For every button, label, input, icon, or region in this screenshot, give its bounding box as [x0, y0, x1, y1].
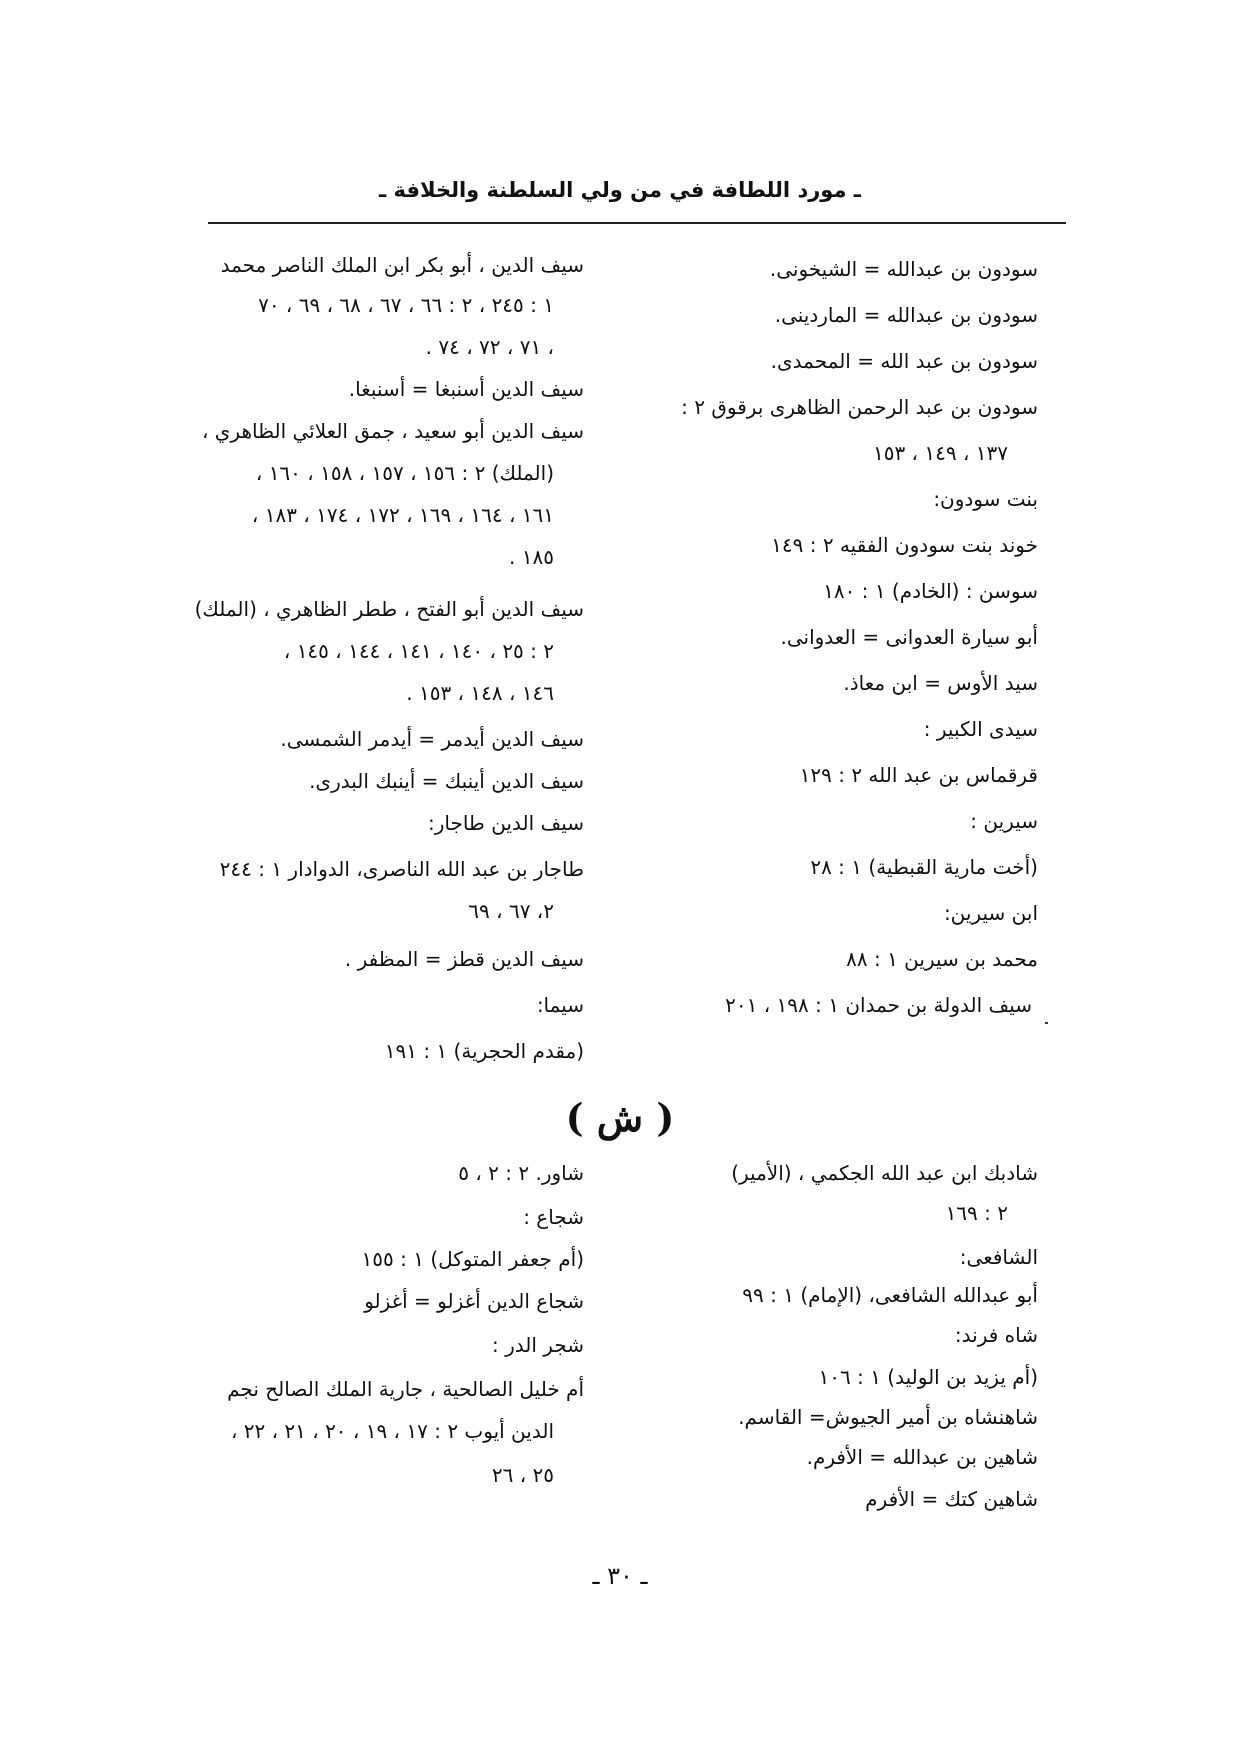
index-entry: أبو سيارة العدوانى = العدوانى. — [780, 625, 1038, 649]
index-entry: سودون بن عبد الرحمن الظاهرى برقوق ٢ : — [681, 395, 1038, 419]
index-entry: سيف الدين أيدمر = أيدمر الشمسى. — [280, 727, 584, 751]
index-entry: سيف الدين أبو سعيد ، جمق العلائي الظاهري ، — [201, 419, 584, 443]
index-entry: سيف الدولة بن حمدان ١ : ١٩٨ ، ٢٠١ — [725, 993, 1032, 1017]
index-entry: سيف الدين أسنبغا = أسنبغا. — [348, 377, 584, 401]
header-divider — [208, 222, 1066, 224]
index-entry: ٢ : ١٦٩ — [945, 1201, 1008, 1225]
index-entry: سيف الدين قطز = المظفر . — [344, 947, 584, 971]
index-entry: سيدى الكبير : — [923, 717, 1038, 741]
index-entry: سيف الدين أبو الفتح ، ططر الظاهري ، (الملك) — [194, 597, 584, 621]
index-entry: أم خليل الصالحية ، جارية الملك الصالح نجم — [227, 1377, 584, 1401]
index-entry: ١٤٦ ، ١٤٨ ، ١٥٣ . — [406, 681, 554, 705]
index-entry: ٢، ٦٧ ، ٦٩ — [468, 899, 554, 923]
index-entry: (أم يزيد بن الوليد) ١ : ١٠٦ — [818, 1365, 1038, 1389]
index-entry: (مقدم الحجرية) ١ : ١٩١ — [384, 1039, 584, 1063]
index-entry: سيما: — [536, 993, 584, 1017]
running-header: ـ مورد اللطافة في من ولي السلطنة والخلافة ـ — [379, 178, 861, 202]
index-entry: سيد الأوس = ابن معاذ. — [843, 671, 1038, 695]
index-entry: الدين أيوب ٢ : ١٧ ، ١٩ ، ٢٠ ، ٢١ ، ٢٢ ، — [230, 1419, 554, 1443]
index-entry: بنت سودون: — [933, 487, 1038, 511]
index-entry: محمد بن سيرين ١ : ٨٨ — [846, 947, 1038, 971]
index-entry: سودون بن عبدالله = الشيخونى. — [769, 257, 1038, 281]
index-entry: (الملك) ٢ : ١٥٦ ، ١٥٧ ، ١٥٨ ، ١٦٠ ، — [255, 461, 554, 485]
index-entry: شجاع الدين أغزلو = أغزلو — [364, 1289, 584, 1313]
index-entry: شجر الدر : — [492, 1333, 584, 1357]
index-entry: (أم جعفر المتوكل) ١ : ١٥٥ — [361, 1247, 584, 1271]
index-entry: سوسن : (الخادم) ١ : ١٨٠ — [823, 579, 1038, 603]
print-speck — [1045, 1022, 1048, 1024]
index-entry: ١٣٧ ، ١٤٩ ، ١٥٣ — [872, 441, 1008, 465]
index-entry: سيف الدين أينبك = أينبك البدرى. — [309, 769, 584, 793]
index-entry: أبو عبدالله الشافعى، (الإمام) ١ : ٩٩ — [742, 1283, 1038, 1307]
index-entry: شاور. ٢ : ٢ ، ٥ — [458, 1161, 584, 1185]
index-entry: الشافعى: — [959, 1245, 1038, 1269]
index-entry: ٢ : ٢٥ ، ١٤٠ ، ١٤١ ، ١٤٤ ، ١٤٥ ، — [283, 639, 554, 663]
section-letter-heading: ( ش ) — [565, 1095, 675, 1140]
index-entry: سيرين : — [970, 809, 1038, 833]
page-number: ـ ٣٠ ـ — [592, 1562, 648, 1590]
index-entry: ، ٧١ ، ٧٢ ، ٧٤ . — [425, 335, 554, 359]
index-entry: (أخت مارية القبطية) ١ : ٢٨ — [810, 855, 1038, 879]
index-entry: سيف الدين طاجار: — [427, 811, 584, 835]
index-entry: شجاع : — [523, 1205, 584, 1229]
index-entry: ٢٥ ، ٢٦ — [491, 1463, 554, 1487]
index-entry: شاهين كتك = الأفرم — [865, 1487, 1038, 1511]
index-entry: شادبك ابن عبد الله الجكمي ، (الأمير) — [731, 1161, 1038, 1185]
index-entry: ١ : ٢٤٥ ، ٢ : ٦٦ ، ٦٧ ، ٦٨ ، ٦٩ ، ٧٠ — [258, 293, 554, 317]
index-entry: سيف الدين ، أبو بكر ابن الملك الناصر محمد — [220, 253, 584, 277]
index-entry: طاجار بن عبد الله الناصرى، الدوادار ١ : ٢٤٤ — [219, 857, 584, 881]
index-entry: شاه فرند: — [954, 1323, 1038, 1347]
index-entry: سودون بن عبد الله = المحمدى. — [770, 349, 1038, 373]
index-entry: سودون بن عبدالله = الماردينى. — [774, 303, 1038, 327]
index-entry: ١٨٥ . — [509, 545, 554, 569]
index-entry: ابن سيرين: — [943, 901, 1038, 925]
index-entry: شاهين بن عبدالله = الأفرم. — [806, 1445, 1038, 1469]
index-entry: قرقماس بن عبد الله ٢ : ١٢٩ — [799, 763, 1038, 787]
index-entry: ١٦١ ، ١٦٤ ، ١٦٩ ، ١٧٢ ، ١٧٤ ، ١٨٣ ، — [251, 503, 554, 527]
index-entry: خوند بنت سودون الفقيه ٢ : ١٤٩ — [771, 533, 1038, 557]
index-entry: شاهنشاه بن أمير الجيوش= القاسم. — [738, 1405, 1038, 1429]
